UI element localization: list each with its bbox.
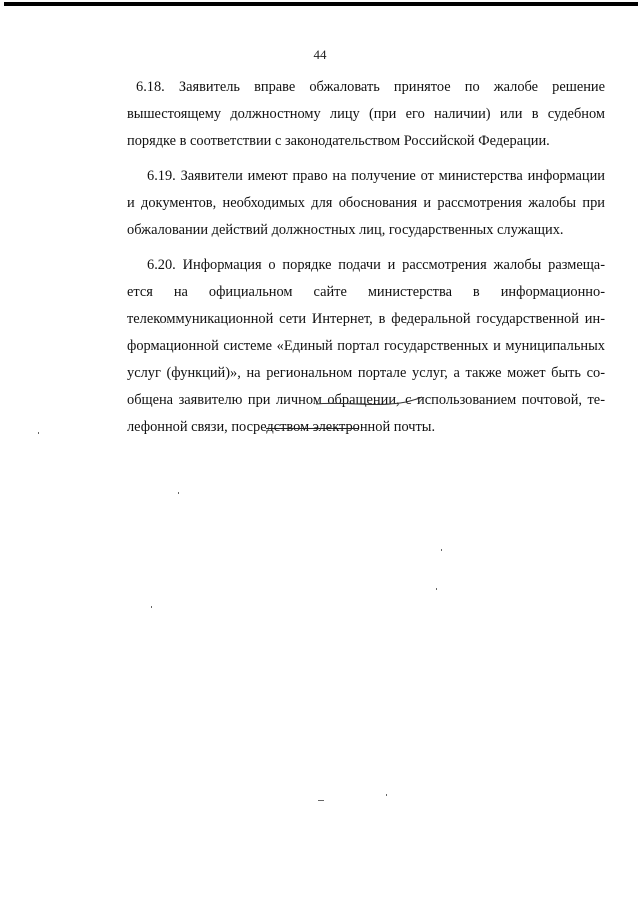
scan-speck	[151, 606, 152, 608]
end-of-text-line	[266, 428, 358, 429]
scan-speck	[441, 549, 442, 551]
scan-speck	[178, 492, 179, 494]
paragraph-6-18: 6.18. Заявитель вправе обжаловать принятое по жалобе решение вышестоящему должностному лицу (при его наличии) или в судебном порядке в соответствии с законодательством Российской Федерации.	[127, 79, 605, 149]
paragraph-line: формационной системе «Единый портал государственных и муниципальных	[127, 338, 605, 354]
top-border-line	[4, 2, 638, 6]
paragraph-line: общена заявителю при личном обращении, с использованием почтовой, те-	[127, 392, 605, 408]
page-number: 44	[313, 47, 327, 62]
paragraph-line: услуг (функций)», на региональном портале услуг, а также может быть со-	[127, 365, 605, 381]
handwritten-scribble	[314, 384, 424, 414]
paragraph-line: телекоммуникационной сети Интернет, в федеральной государственной ин-	[127, 311, 605, 327]
scan-speck	[318, 800, 324, 801]
paragraph-line: 6.20. Информация о порядке подачи и рассмотрения жалобы размеща-	[147, 257, 605, 273]
paragraph-6-19: 6.19. Заявители имеют право на получение от министерства информации и документов, необходимых для обоснования и рассмотрения жалобы при обжаловании действий должностных лиц, государственных служащих.	[127, 168, 605, 238]
paragraph-line: ется на официальном сайте министерства в информационно-	[127, 284, 605, 300]
scan-speck	[38, 432, 39, 434]
scan-speck	[386, 794, 387, 796]
paragraph-line: лефонной связи, посредством электронной почты.	[127, 419, 436, 435]
scan-speck	[436, 588, 437, 590]
